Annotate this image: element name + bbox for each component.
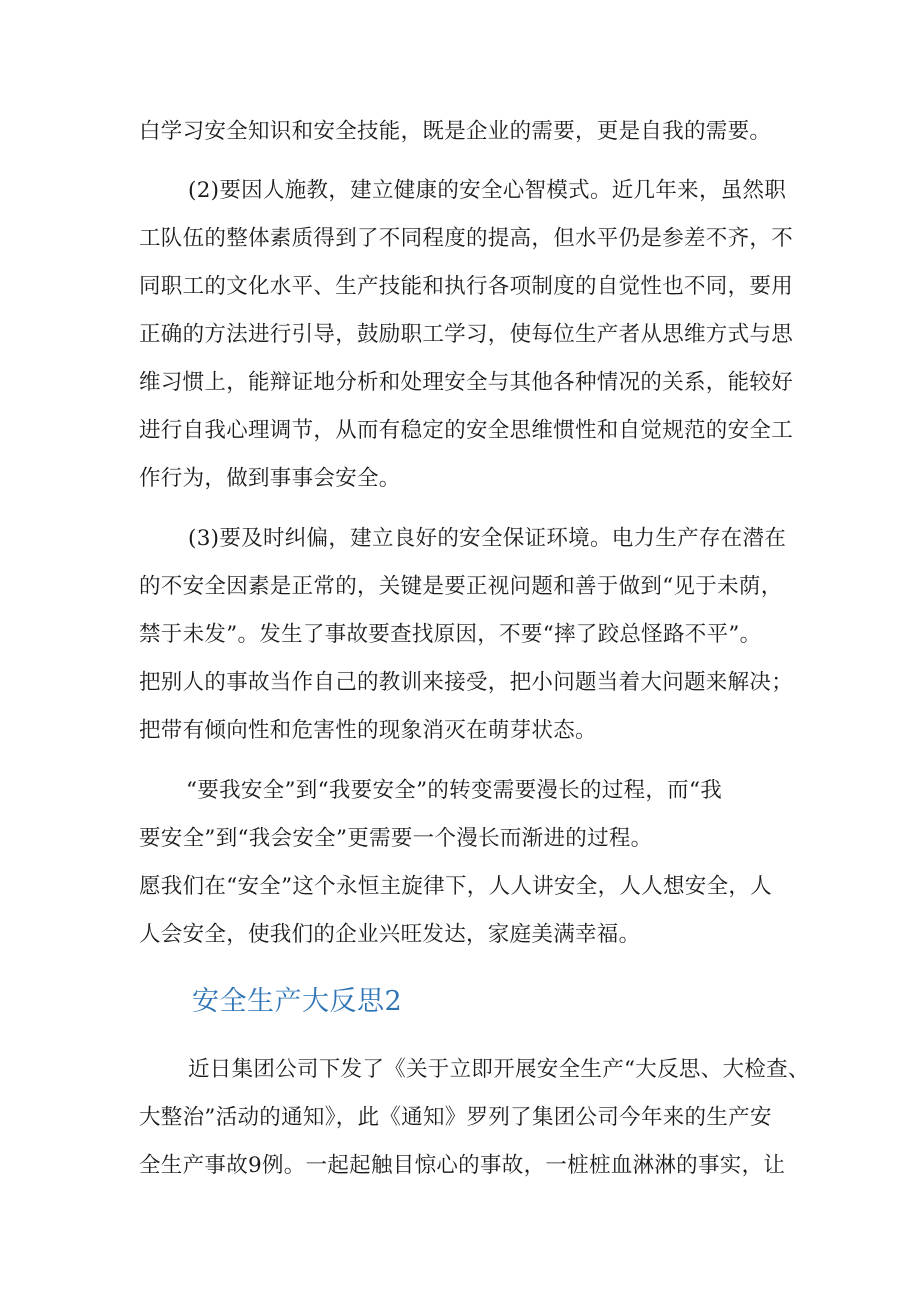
paragraph-line: 禁于未发”。发生了事故要查找原因，不要“摔了跤总怪路不平”。 (139, 622, 762, 647)
paragraph-line: 要安全”到“我会安全”更需要一个漫长而渐进的过程。 (139, 826, 653, 851)
paragraph-line: 近日集团公司下发了《关于立即开展安全生产“大反思、大检查、 (188, 1057, 810, 1082)
paragraph-line: 维习惯上，能辩证地分析和处理安全与其他各种情况的关系，能较好 (139, 370, 794, 395)
section-heading: 安全生产大反思2 (192, 986, 403, 1017)
paragraph-line: 大整治”活动的通知》，此《通知》罗列了集团公司今年来的生产安 (139, 1105, 772, 1130)
paragraph-line: (3)要及时纠偏，建立良好的安全保证环境。电力生产存在潜在 (188, 526, 787, 551)
paragraph-line: (2)要因人施教，建立健康的安全心智模式。近几年来，虽然职 (188, 178, 787, 203)
paragraph-line: 工队伍的整体素质得到了不同程度的提高，但水平仍是参差不齐，不 (139, 226, 794, 251)
paragraph-line: 同职工的文化水平、生产技能和执行各项制度的自觉性也不同，要用 (139, 274, 794, 299)
paragraph-line: 白学习安全知识和安全技能，既是企业的需要，更是自我的需要。 (139, 119, 772, 144)
paragraph-line: 的不安全因素是正常的，关键是要正视问题和善于做到“见于未荫， (139, 574, 783, 599)
paragraph-line: 把别人的事故当作自己的教训来接受，把小问题当着大问题来解决； (139, 670, 794, 695)
paragraph-line: 作行为，做到事事会安全。 (139, 466, 401, 491)
paragraph-line: 正确的方法进行引导，鼓励职工学习，使每位生产者从思维方式与思 (139, 322, 794, 347)
paragraph-line: 愿我们在“安全”这个永恒主旋律下，人人讲安全，人人想安全，人 (139, 874, 772, 899)
paragraph-line: 进行自我心理调节，从而有稳定的安全思维惯性和自觉规范的安全工 (139, 418, 794, 443)
paragraph-line: 全生产事故9例。一起起触目惊心的事故，一桩桩血淋淋的事实，让 (139, 1153, 786, 1178)
paragraph-line: 把带有倾向性和危害性的现象消灭在萌芽状态。 (139, 718, 597, 743)
paragraph-line: 人会安全，使我们的企业兴旺发达，家庭美满幸福。 (139, 922, 641, 947)
paragraph-line: “要我安全”到“我要安全”的转变需要漫长的过程，而“我 (186, 778, 723, 803)
